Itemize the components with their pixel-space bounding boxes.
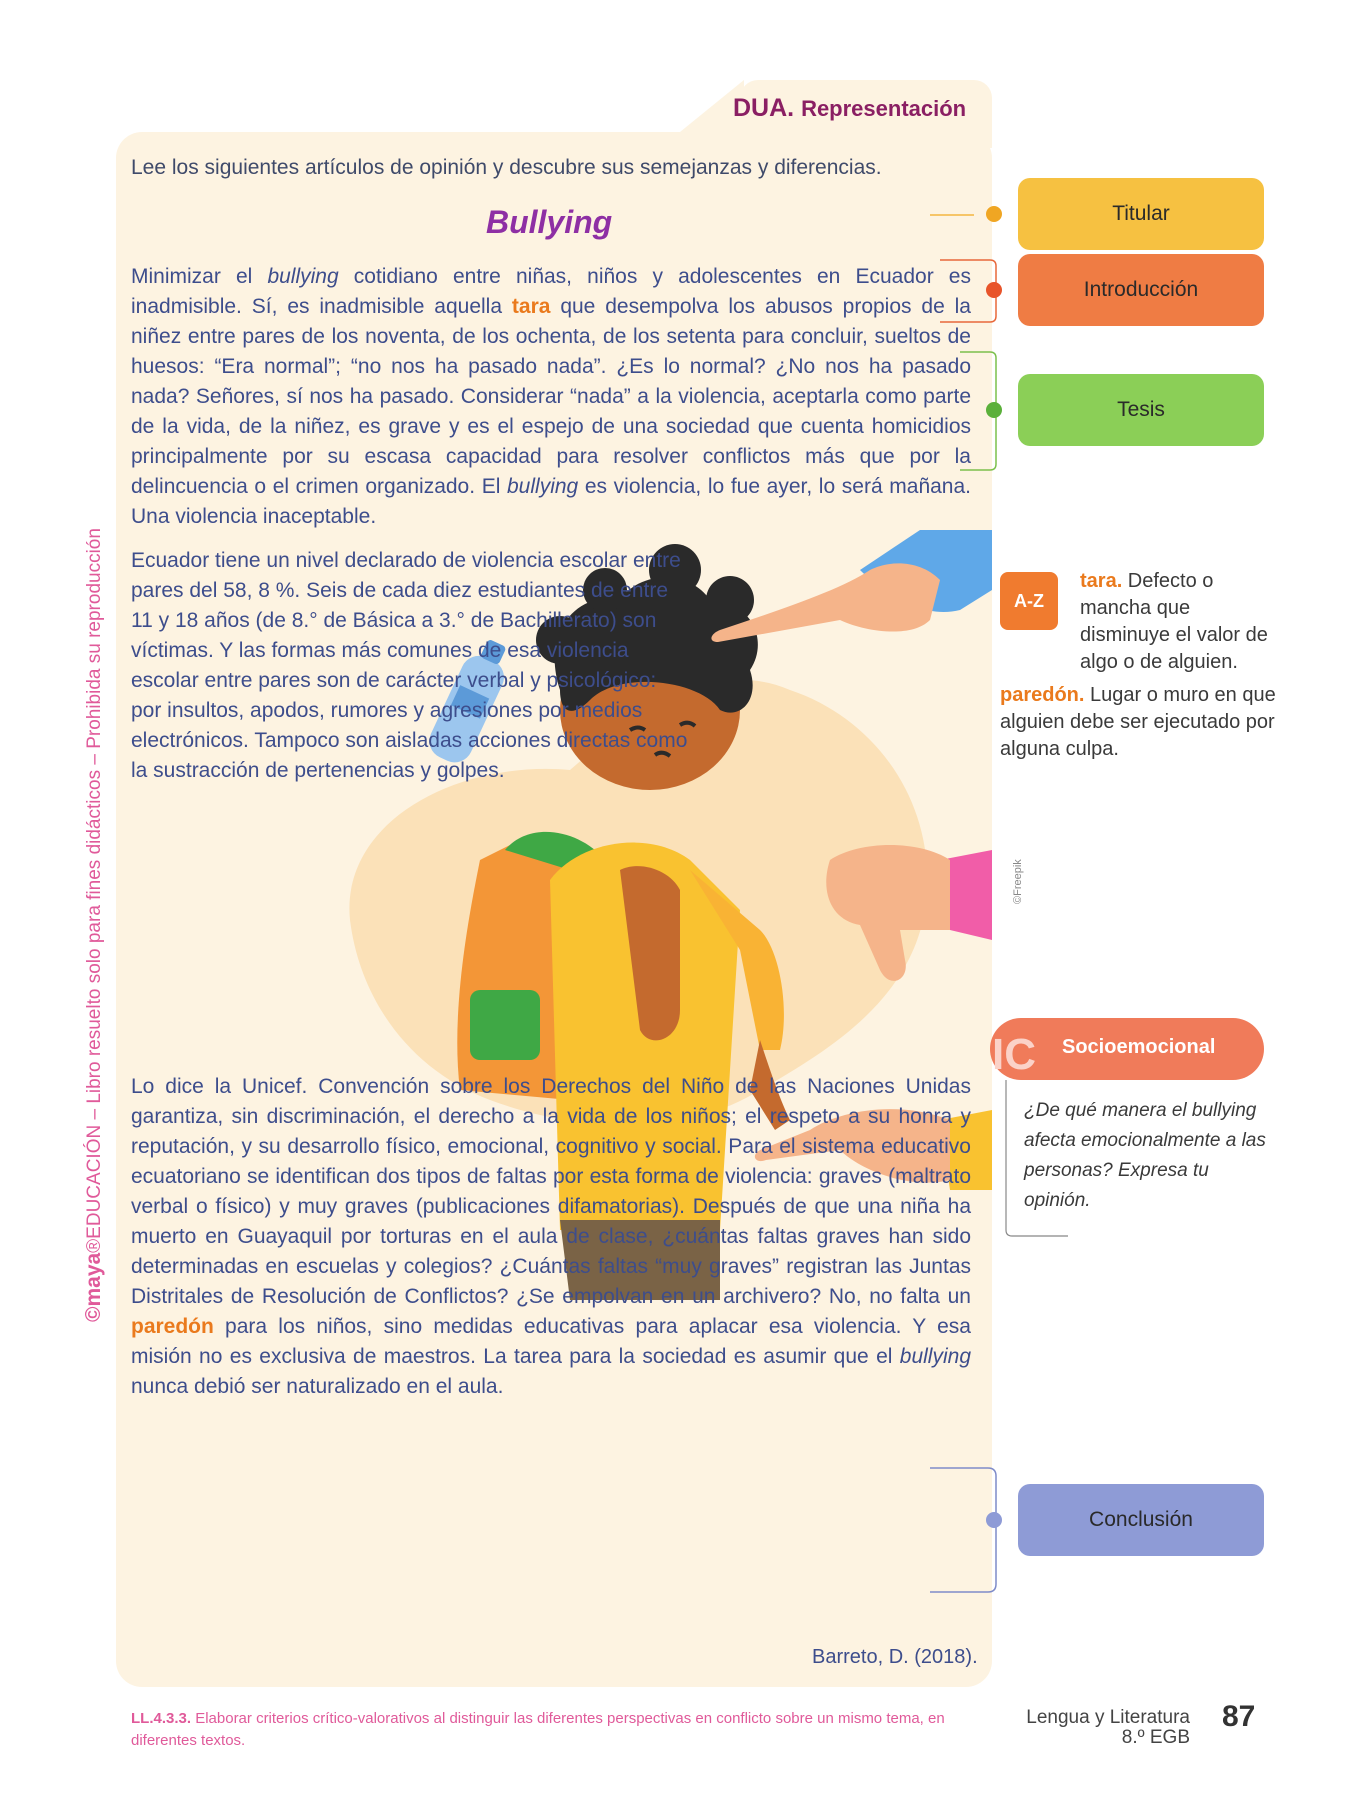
p3-part-d: nunca debió ser naturalizado en el aula.	[131, 1375, 504, 1398]
dictionary-book-icon: A-Z	[1000, 572, 1058, 630]
copyright-text: ®EDUCACIÓN – Libro resuelto solo para fines didácticos – Prohibida su reproducción	[84, 528, 105, 1253]
article-title: Bullying	[486, 204, 613, 240]
curriculum-code	[131, 1708, 971, 1752]
p1-part-f: es violencia, lo fue ayer, lo será mañana. Una violencia inaceptable.	[131, 475, 971, 528]
dua-strong: DUA.	[733, 94, 795, 122]
label-titular: Titular	[1018, 178, 1264, 250]
p1-part-a: Minimizar el	[131, 265, 268, 288]
label-tesis: Tesis	[1018, 374, 1264, 446]
p1-part-c: cotidiano entre niñas, niños y adolescentes en Ecuador es inadmisible. Sí, es inadmisible aquella	[131, 265, 971, 318]
socioemocional-question: ¿De qué manera el bullying afecta emocionalmente a las personas? Expresa tu opinión.	[1024, 1100, 1266, 1211]
socioemocional-label: Socioemocional	[1062, 1036, 1216, 1058]
page-number: 87	[1222, 1700, 1256, 1733]
curriculum-code-text: Elaborar criterios crítico-valorativos al distinguir las diferentes perspectivas en conflicto sobre un mismo tema, en diferentes textos.	[131, 1710, 945, 1749]
brand-logo: ©maya	[82, 1252, 105, 1322]
label-conclusion: Conclusión	[1018, 1484, 1264, 1556]
glossary-word-paredon[interactable]: paredón	[131, 1315, 214, 1338]
tesis-dot	[986, 402, 1002, 418]
p3-part-b: para los niños, sino medidas educativas para aplacar esa violencia. Y esa misión no es exclusiva de maestros. La tarea para la sociedad es asumir que el	[131, 1315, 971, 1368]
label-introduccion: Introducción	[1018, 254, 1264, 326]
p1-bullying-2: bullying	[507, 475, 579, 498]
glossary-word-tara[interactable]: tara	[511, 295, 551, 318]
dua-heading	[733, 94, 966, 123]
copyright-vertical	[82, 528, 106, 1322]
article-paragraph-1	[131, 262, 971, 532]
conclusion-dot	[986, 1512, 1002, 1528]
curriculum-code-id: LL.4.3.3.	[131, 1710, 192, 1727]
footer-grade: 8.º EGB	[1121, 1727, 1190, 1748]
instruction-text: Lee los siguientes artículos de opinión y descubre sus semejanzas y diferencias.	[131, 156, 882, 179]
glossary-entry-paredon	[1000, 682, 1290, 763]
introduccion-dot	[986, 282, 1002, 298]
glossary-entry-tara	[1080, 568, 1280, 676]
p1-part-d: que desempolva los abusos propios de la niñez entre pares de los noventa, de los ochenta, de los setenta para concluir, sueltos de huesos: “Era normal”; “no nos ha pasado nada”. ¿Es lo normal? ¿No nos ha pasado nada? Señores, sí nos ha pasado. Considerar “nada” a la violencia, aceptarla como parte de la vida, de la niñez, es grave y es el espejo de una sociedad que cuenta homicidios principalmente por su escasa capacidad para resolver conflictos más que por la delincuencia o el crimen organizado. El	[131, 295, 971, 498]
p3-part-a: Lo dice la Unicef. Convención sobre los Derechos del Niño de las Naciones Unidas garantiza, sin discriminación, el derecho a la vida de los niños; el respeto a su honra y reputación, y su desarrollo físico, emocional, cognitivo y social. Para el sistema educativo ecuatoriano se identifican dos tipos de faltas por esta forma de violencia: graves (maltrato verbal o físico) y muy graves (publicaciones difamatorias). Después de que una niña ha muerto en Guayaquil por torturas en el aula de clase, ¿cuántas faltas graves han sido determinadas en escuelas y colegios? ¿Cuántas faltas “muy graves” registran las Juntas Distritales de Resolución de Conflictos? ¿Se empolvan en un archivero? No, no falta un	[131, 1075, 971, 1308]
glossary-term-tara: tara.	[1080, 570, 1123, 592]
ic-icon: IC	[992, 1030, 1036, 1079]
footer-subject: Lengua y Literatura	[1026, 1707, 1190, 1728]
glossary-def-paredon: Lugar o muro en que alguien debe ser ejecutado por alguna culpa.	[1000, 684, 1276, 760]
titular-dot	[986, 206, 1002, 222]
p1-bullying: bullying	[267, 265, 339, 288]
dua-sub: Representación	[801, 96, 967, 121]
article-paragraph-2: Ecuador tiene un nivel declarado de violencia escolar entre pares del 58, 8 %. Seis de cada diez estudiantes de entre 11 y 18 años (de 8.° de Básica a 3.° de Bachillerato) son víctimas. Y las formas más comunes de esa violencia escolar entre pares son de carácter verbal y psicológico: por insultos, apodos, rumores y agresiones por medios electrónicos. Tampoco son aisladas acciones directas como la sustracción de pertenencias y golpes.	[131, 549, 688, 782]
article-paragraph-3	[131, 1072, 971, 1402]
glossary-def-tara: Defecto o mancha que disminuye el valor de algo o de alguien.	[1080, 570, 1268, 673]
image-credit: ©Freepik	[1012, 859, 1024, 904]
glossary-term-paredon: paredón.	[1000, 684, 1085, 706]
p3-bullying: bullying	[899, 1345, 971, 1368]
article-reference: Barreto, D. (2018).	[812, 1646, 978, 1668]
